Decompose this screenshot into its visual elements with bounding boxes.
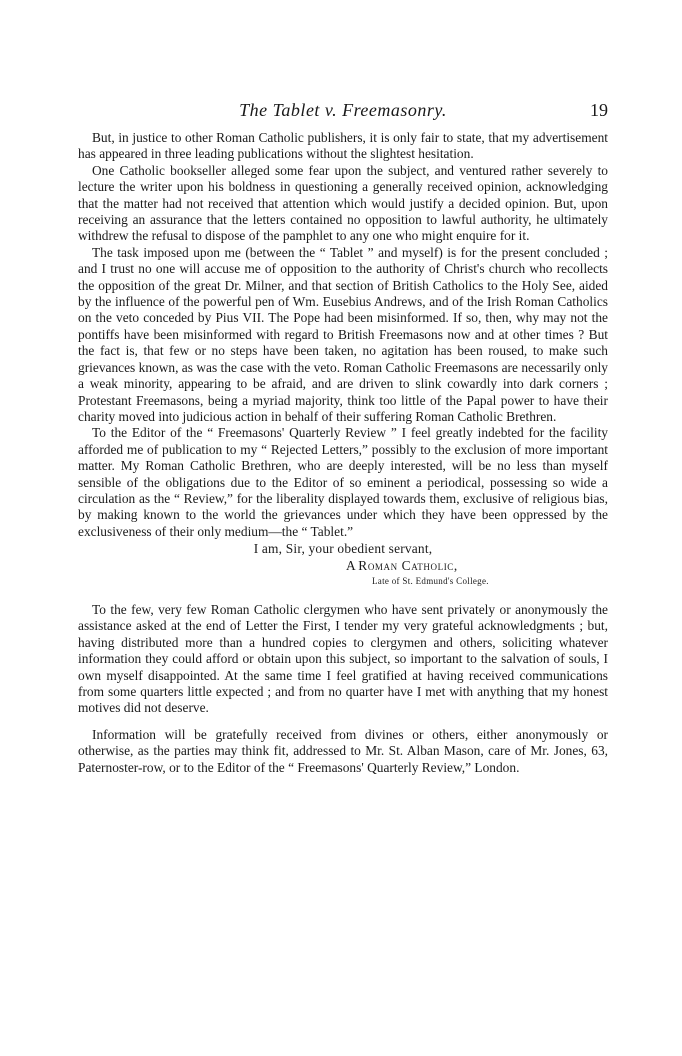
- signature-article: A: [346, 557, 355, 573]
- signature-name-line: [346, 558, 608, 574]
- running-title: The Tablet v. Freemasonry.: [239, 100, 447, 120]
- signature-block: [78, 541, 608, 588]
- postscript-paragraph-2: Information will be gratefully received from divines or others, either anonymously or otherwise, as the parties may think fit, addressed to Mr. St. Alban Mason, care of Mr. Jones, 63, Paternoster-row, or to the Editor of the “ Freemasons' Quarterly Review,” London.: [78, 726, 608, 775]
- running-header: [78, 100, 608, 122]
- paragraph-1: But, in justice to other Roman Catholic publishers, it is only fair to state, that my advertisement has appeared in three leading publications without the slightest hesitation.: [78, 130, 608, 162]
- paragraph-4: To the Editor of the “ Freemasons' Quarterly Review ” I feel greatly indebted for the facility afforded me of publication to my “ Rejected Letters,” possibly to the exclusion of more important matter. My Roman Catholic Brethren, who are deeply interested, will be no less than myself sensible of the obligations due to the Editor of so eminent a periodical, possessing so wide a circulation as the “ Review,” for the liberality displayed towards them, exclusive of religious bias, by making known to the world the grievances under which they have been oppressed by the exclusiveness of their only medium—the “ Tablet.”: [78, 425, 608, 539]
- document-page: [78, 100, 608, 776]
- page-number: 19: [590, 100, 608, 120]
- postscript: [78, 602, 608, 776]
- paragraph-2: One Catholic bookseller alleged some fear upon the subject, and ventured rather severely to lecture the writer upon his boldness in questioning a generally received opinion, acknowledging that the matter had not received that attention which would justify a decided opinion. But, upon receiving an assurance that the letters contained no opposition to lawful authority, he ultimately withdrew the refusal to dispose of the pamphlet to any one who might enquire for it.: [78, 162, 608, 244]
- paragraph-3: The task imposed upon me (between the “ Tablet ” and myself) is for the present concluded ; and I trust no one will accuse me of opposition to the authority of Christ's church who recollects the opposition of the great Dr. Milner, and that section of British Catholics to the Holy See, aided by the influence of the powerful pen of Wm. Eusebius Andrews, and of the Irish Roman Catholics on the veto conceded by Pius VII. The Pope had been misinformed. If so, then, why may not the pontiffs have been misinformed with regard to British Freemasons now and at other times ? But the fact is, that few or no steps have been taken, no agitation has been roused, to make such grievances known, as was the case with the veto. Roman Catholic Freemasons are necessarily only a weak minority, appearing to be afraid, and are driven to slink cowardly into dark corners ; Protestant Freemasons, being a myriad majority, think too little of the Papal power to have their charity moved into judicious action in behalf of their suffering Roman Catholic Brethren.: [78, 244, 608, 424]
- postscript-paragraph-1: To the few, very few Roman Catholic clergymen who have sent privately or anonymously the assistance asked at the end of Letter the First, I tender my very grateful acknowledgments ; but, having distributed more than a hundred copies to clergymen and others, soliciting whatever information they could afford or obtain upon this subject, so important to the salvation of souls, I own myself disappointed. At the same time I feel gratified at having received communications from some quarters little expected ; and from no quarter have I met with anything that my honest motives did not deserve.: [78, 601, 608, 716]
- closing-line: I am, Sir, your obedient servant,: [253, 541, 433, 557]
- signature-affiliation: Late of St. Edmund's College.: [372, 575, 489, 586]
- letter-body: [78, 130, 608, 540]
- signature-name: Roman Catholic,: [358, 557, 458, 573]
